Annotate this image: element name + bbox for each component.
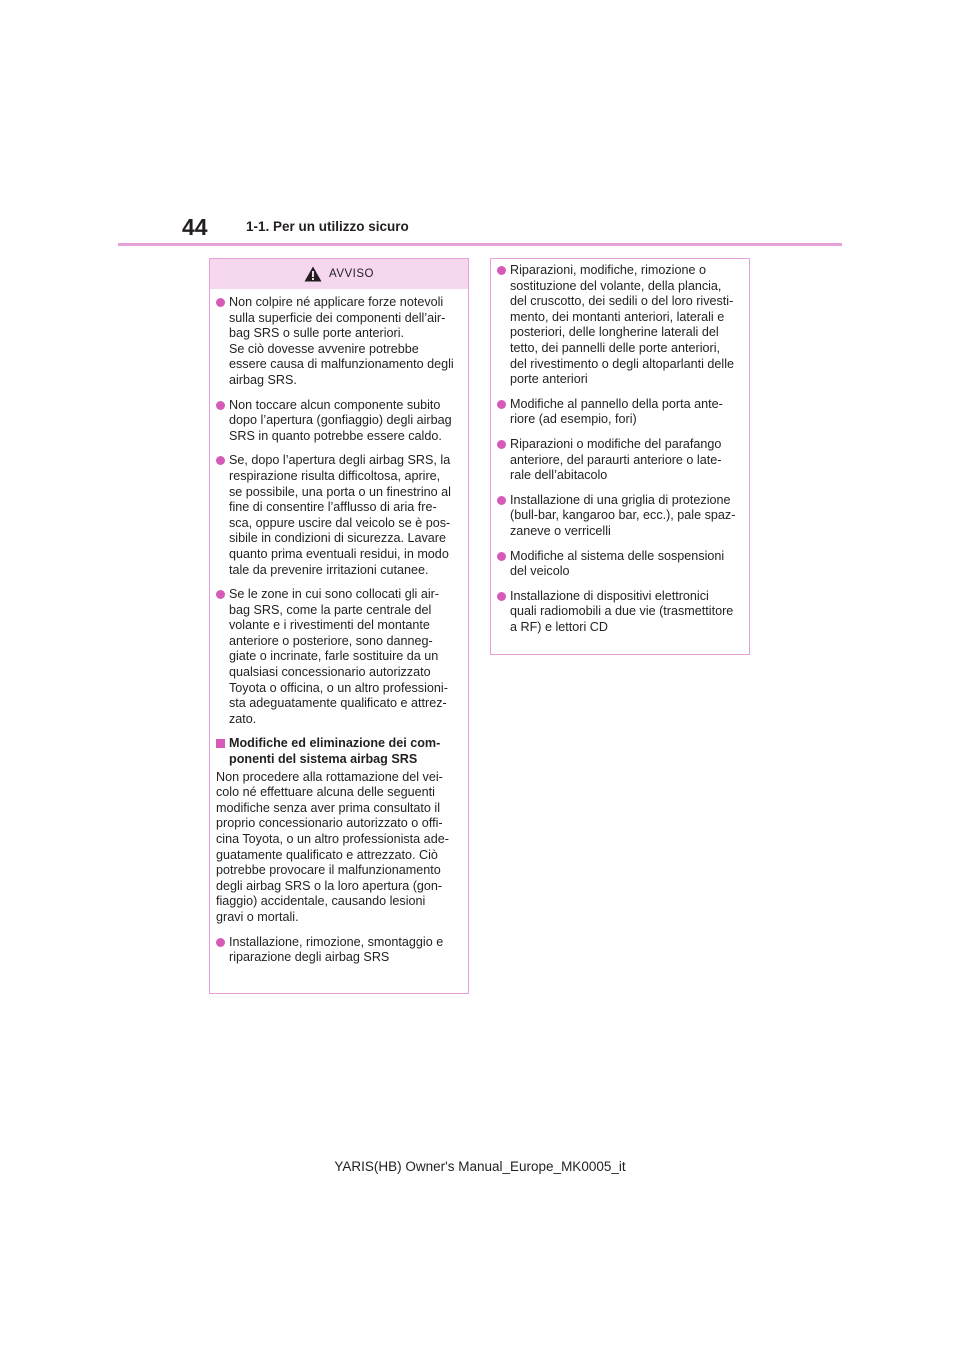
bullet-icon xyxy=(497,549,510,565)
text-line: respirazione risulta difficoltosa, aprire, xyxy=(229,468,441,483)
text-line: sibile in condizioni di sicurezza. Lavare xyxy=(229,531,447,546)
subheading xyxy=(216,736,462,767)
text-line: guatamente qualificato e attrezzato. Ciò xyxy=(216,847,438,862)
text-line: Installazione di dispositivi elettronici xyxy=(510,588,709,603)
text-line: Riparazioni o modifiche del parafango xyxy=(510,436,722,451)
text-line: sta adeguatamente qualificato e attrez- xyxy=(229,696,447,711)
text-line: del veicolo xyxy=(510,564,570,579)
text-line: zaneve o verricelli xyxy=(510,523,611,538)
text-line: fine di consentire l’afflusso di aria fre- xyxy=(229,500,437,515)
text-line: riparazione degli airbag SRS xyxy=(229,950,390,965)
list-item-text xyxy=(229,587,462,727)
text-line: rale dell’abitacolo xyxy=(510,468,608,483)
text-line: bag SRS o sulle porte anteriori. xyxy=(229,326,405,341)
text-line: anteriore o posteriore, sono danneg- xyxy=(229,633,433,648)
text-line: modifiche senza aver prima consultato il xyxy=(216,800,440,815)
text-line: sulla superficie dei componenti dell’air- xyxy=(229,310,446,325)
text-line: giate o incrinate, farle sostituire da un xyxy=(229,649,439,664)
text-line: Non toccare alcun componente subito xyxy=(229,397,441,412)
list-item xyxy=(216,295,462,389)
list-item-text xyxy=(510,589,743,636)
list-item xyxy=(497,493,743,540)
text-line: fiaggio) accidentale, causando lesioni xyxy=(216,894,426,909)
text-line: dopo l’apertura (gonfiaggio) degli airbag xyxy=(229,413,452,428)
list-item xyxy=(497,397,743,428)
bullet-icon xyxy=(216,587,229,603)
text-line: riore (ad esempio, fori) xyxy=(510,412,637,427)
list-item xyxy=(497,589,743,636)
text-line: tetto, dei pannelli delle porte anteriori, xyxy=(510,340,721,355)
text-line: a RF) e lettori CD xyxy=(510,619,608,634)
text-line: colo né effettuare alcuna delle seguenti xyxy=(216,785,435,800)
text-line: Modifiche al pannello della porta ante- xyxy=(510,396,723,411)
list-item xyxy=(216,935,462,966)
text-line: volante e i rivestimenti del montante xyxy=(229,618,430,633)
bullet-icon xyxy=(497,263,510,279)
list-item xyxy=(497,549,743,580)
text-line: porte anteriori xyxy=(510,372,588,387)
text-line: airbag SRS. xyxy=(229,372,297,387)
text-line: zato. xyxy=(229,711,257,726)
text-line: gravi o mortali. xyxy=(216,909,299,924)
text-line: (bull-bar, kangaroo bar, ecc.), pale spaz- xyxy=(510,508,736,523)
warning-box-left xyxy=(209,258,469,994)
list-item xyxy=(216,398,462,445)
text-line: del rivestimento o degli altoparlanti delle xyxy=(510,356,735,371)
list-item-text xyxy=(510,549,743,580)
paragraph xyxy=(216,770,462,926)
list-item-text xyxy=(510,437,743,484)
text-line: Installazione di una griglia di protezione xyxy=(510,492,731,507)
bullet-icon xyxy=(216,453,229,469)
text-line: Toyota o officina, o un altro professioni- xyxy=(229,680,448,695)
text-line: ponenti del sistema airbag SRS xyxy=(229,752,418,767)
right-content xyxy=(491,259,749,635)
warning-triangle-icon xyxy=(304,266,322,282)
list-item xyxy=(216,587,462,727)
text-line: proprio concessionario autorizzato o offi- xyxy=(216,816,443,831)
bullet-icon xyxy=(497,589,510,605)
text-line: del cruscotto, dei sedili o del loro rivesti- xyxy=(510,294,734,309)
list-item xyxy=(216,453,462,578)
text-line: Modifiche ed eliminazione dei com- xyxy=(229,736,441,751)
bullet-icon xyxy=(216,295,229,311)
text-line: se possibile, una porta o un finestrino al xyxy=(229,484,451,499)
bullet-icon xyxy=(497,397,510,413)
text-line: essere causa di malfunzionamento degli xyxy=(229,357,454,372)
text-line: posteriori, delle longherine laterali del xyxy=(510,325,719,340)
text-line: Se ciò dovesse avvenire potrebbe xyxy=(229,341,419,356)
text-line: potrebbe provocare il malfunzionamento xyxy=(216,863,441,878)
footer-text: YARIS(HB) Owner's Manual_Europe_MK0005_it xyxy=(334,1159,626,1174)
text-line: Modifiche al sistema delle sospensioni xyxy=(510,548,725,563)
text-line: sca, oppure uscire dal veicolo se è pos- xyxy=(229,515,451,530)
list-item-text xyxy=(510,263,743,388)
text-line: cina Toyota, o un altro professionista ade- xyxy=(216,832,449,846)
list-item-text xyxy=(229,398,462,445)
left-content xyxy=(210,289,468,966)
text-line: quali radiomobili a due vie (trasmettitore xyxy=(510,604,734,619)
square-bullet-icon xyxy=(216,736,229,752)
text-line: degli airbag SRS o la loro apertura (gon- xyxy=(216,878,443,893)
bullet-icon xyxy=(497,493,510,509)
list-item xyxy=(497,263,743,388)
list-item-text xyxy=(229,453,462,578)
warning-box-right xyxy=(490,258,750,655)
text-line: Non procedere alla rottamazione del vei- xyxy=(216,769,443,784)
text-line: Se le zone in cui sono collocati gli air- xyxy=(229,587,440,602)
text-line: sostituzione del volante, della plancia, xyxy=(510,278,722,293)
list-item-text xyxy=(510,397,743,428)
page-number: 44 xyxy=(182,214,208,240)
bullet-icon xyxy=(497,437,510,453)
text-line: mento, dei montanti anteriori, laterali e xyxy=(510,309,725,324)
text-line: Non colpire né applicare forze notevoli xyxy=(229,295,444,309)
header-rule xyxy=(118,243,842,246)
text-line: tale da prevenire irritazioni cutanee. xyxy=(229,562,429,577)
list-item-text xyxy=(510,493,743,540)
text-line: SRS in quanto potrebbe essere caldo. xyxy=(229,428,442,443)
text-line: bag SRS, come la parte centrale del xyxy=(229,602,432,617)
text-line: anteriore, del paraurti anteriore o late- xyxy=(510,452,722,467)
list-item xyxy=(497,437,743,484)
text-line: Installazione, rimozione, smontaggio e xyxy=(229,934,444,949)
bullet-icon xyxy=(216,935,229,951)
list-item-text xyxy=(229,295,462,389)
warning-title: AVVISO xyxy=(329,268,374,280)
bullet-icon xyxy=(216,398,229,414)
text-line: Se, dopo l’apertura degli airbag SRS, la xyxy=(229,453,451,468)
subheading-text xyxy=(229,736,462,767)
section-title: 1-1. Per un utilizzo sicuro xyxy=(246,219,409,234)
text-line: Riparazioni, modifiche, rimozione o xyxy=(510,263,706,277)
text-line: qualsiasi concessionario autorizzato xyxy=(229,665,431,680)
list-item-text xyxy=(229,935,462,966)
warning-header xyxy=(210,259,468,289)
text-line: quanto prima eventuali residui, in modo xyxy=(229,546,449,561)
